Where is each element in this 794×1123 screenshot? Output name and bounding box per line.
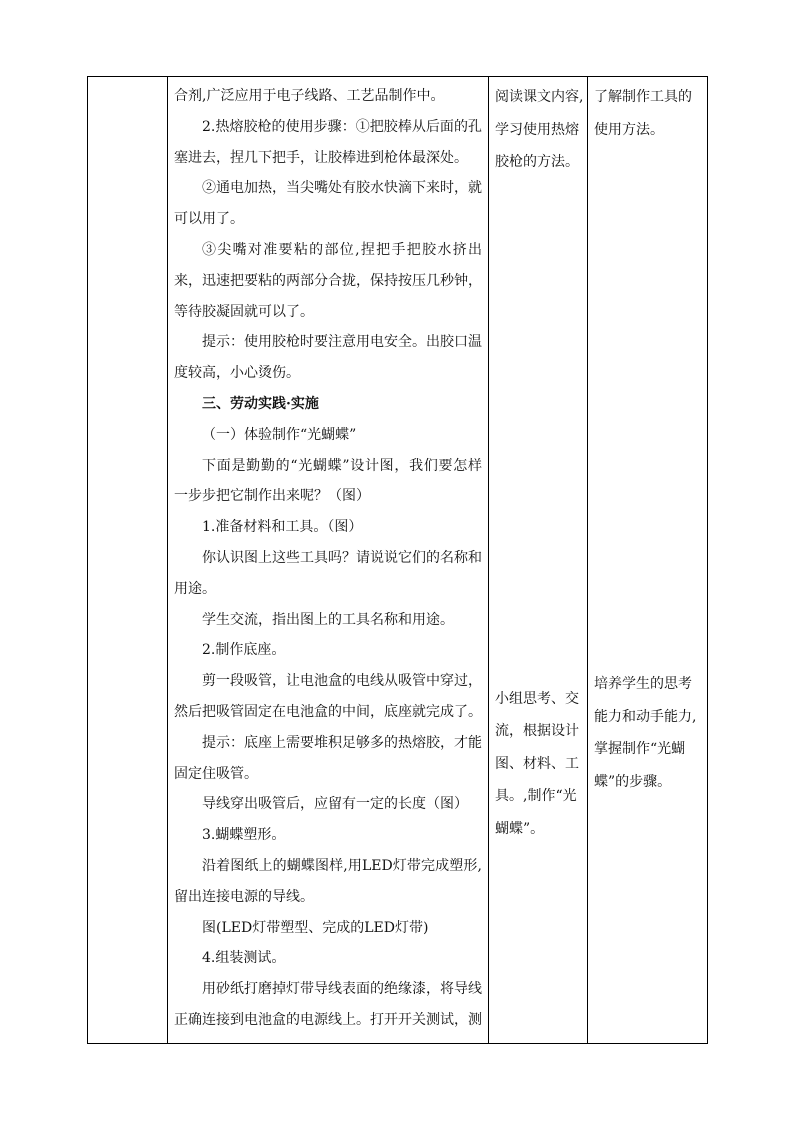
content-paragraph: 沿着图纸上的蝴蝶图样,用LED灯带完成塑形,留出连接电源的导线。 — [174, 857, 482, 905]
stage-cell — [88, 77, 168, 1044]
tip-paragraph: 提示：使用胶枪时要注意用电安全。出胶口温度较高，小心烫伤。 — [174, 334, 482, 382]
step-heading: 1.准备材料和工具。（图） — [202, 519, 363, 536]
step-heading: 4.组装测试。 — [202, 950, 286, 967]
student-activity-text: 阅读课文内容,学习使用热熔胶枪的方法。 — [495, 89, 584, 170]
step-heading: 3.蝴蝶塑形。 — [202, 827, 286, 844]
content-paragraph: 学生交流，指出图上的工具名称和用途。 — [202, 611, 454, 628]
content-paragraph: 下面是勤勤的“光蝴蝶”设计图，我们要怎样一步步把它制作出来呢？（图） — [174, 457, 482, 505]
content-paragraph: 用砂纸打磨掉灯带导线表面的绝缘漆，将导线正确连接到电池盒的电源线上。打开开关测试，测 — [174, 981, 482, 1028]
content-paragraph: 导线穿出吸管后，应留有一定的长度（图） — [202, 796, 468, 813]
content-paragraph: 合剂,广泛应用于电子线路、工艺品制作中。 — [174, 88, 445, 104]
figure-caption: 图(LED灯带塑型、完成的LED灯带) — [202, 919, 429, 936]
student-activity-cell — [489, 77, 588, 1044]
section-heading: 三、劳动实践·实施 — [202, 395, 319, 412]
subsection-heading: （一）体验制作“光蝴蝶” — [202, 426, 357, 443]
table-row — [88, 77, 708, 1044]
lesson-plan-table — [87, 76, 708, 1044]
design-purpose-cell — [588, 77, 708, 1044]
content-paragraph: 剪一段吸管，让电池盒的电线从吸管中穿过，然后把吸管固定在电池盒的中间，底座就完成了。 — [174, 673, 482, 720]
step-heading: 2.制作底座。 — [202, 642, 286, 659]
teaching-content-cell — [168, 77, 489, 1044]
tip-paragraph: 提示：底座上需要堆积足够多的热熔胶，才能固定住吸管。 — [174, 734, 482, 782]
content-paragraph: 2.热熔胶枪的使用步骤：①把胶棒从后面的孔塞进去，捏几下把手，让胶棒进到枪体最深处。 — [174, 118, 482, 166]
design-purpose-text: 了解制作工具的使用方法。 — [594, 89, 692, 138]
content-paragraph: 你认识图上这些工具吗？请说说它们的名称和用途。 — [174, 549, 482, 597]
design-purpose-text: 培养学生的思考能力和动手能力,掌握制作“光蝴蝶”的步骤。 — [594, 676, 697, 790]
content-paragraph: ③尖嘴对准要粘的部位,捏把手把胶水挤出来，迅速把要粘的两部分合拢，保持按压几秒钟，等待胶凝固就可以了。 — [174, 241, 482, 320]
content-paragraph: ②通电加热，当尖嘴处有胶水快滴下来时，就可以用了。 — [174, 180, 482, 228]
student-activity-text: 小组思考、交流，根据设计图、材料、工具。,制作“光蝴蝶”。 — [495, 690, 579, 837]
